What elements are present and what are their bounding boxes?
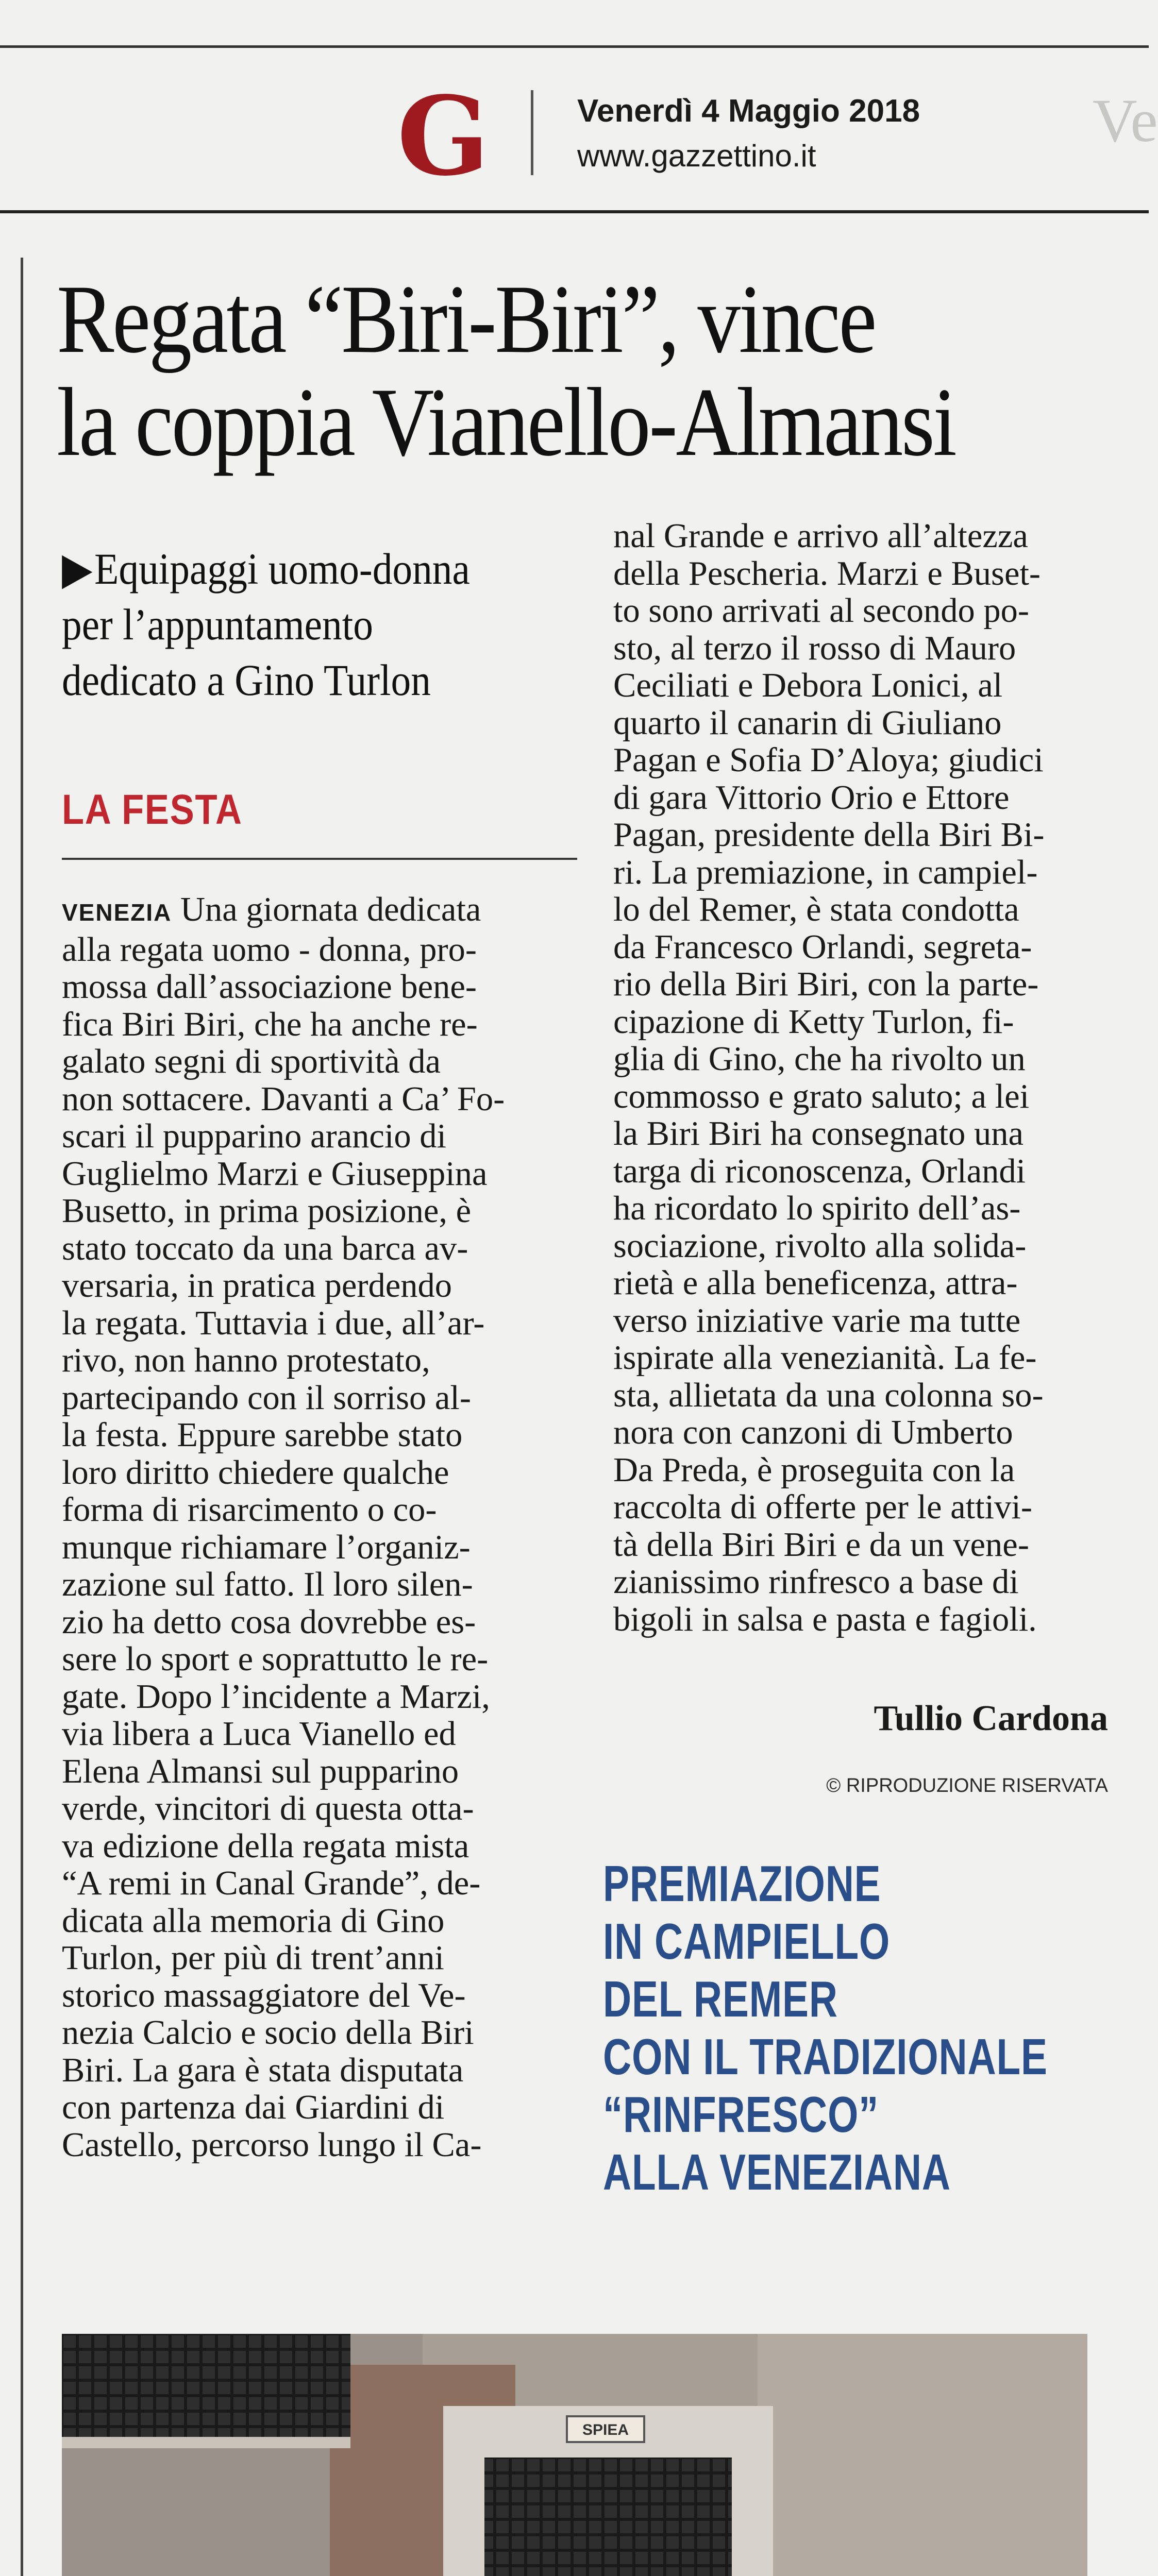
deck-line: per l’appuntamento bbox=[62, 600, 373, 649]
website-url[interactable]: www.gazzettino.it bbox=[577, 139, 816, 173]
body-line: Pagan e Sofia D’Aloya; giudici bbox=[613, 741, 1044, 779]
body-line: forma di risarcimento o co- bbox=[62, 1491, 437, 1529]
body-line: bigoli in salsa e pasta e fagioli. bbox=[613, 1600, 1037, 1638]
pull-quote bbox=[603, 1855, 1118, 2201]
body-line: la regata. Tuttavia i due, all’ar- bbox=[62, 1304, 485, 1342]
body-line: mossa dall’associazione bene- bbox=[62, 968, 477, 1006]
body-line: Turlon, per più di trent’anni bbox=[62, 1939, 444, 1977]
article-headline bbox=[57, 265, 1129, 477]
body-line: sto, al terzo il rosso di Mauro bbox=[613, 629, 1016, 667]
body-line: scari il pupparino arancio di bbox=[62, 1117, 447, 1155]
masthead-bottom-rule bbox=[0, 210, 1149, 213]
body-line: munque richiamare l’organiz- bbox=[62, 1528, 471, 1566]
body-column-1 bbox=[62, 891, 577, 2164]
body-line: Biri. La gara è stata disputata bbox=[62, 2051, 464, 2089]
pull-quote-line: ALLA VENEZIANA bbox=[603, 2144, 951, 2200]
body-line: verso iniziative varie ma tutte bbox=[613, 1301, 1021, 1340]
body-line: to sono arrivati al secondo po- bbox=[613, 592, 1030, 630]
body-line: Da Preda, è proseguita con la bbox=[613, 1451, 1015, 1489]
deck-line bbox=[62, 541, 553, 597]
dateline: VENEZIA bbox=[62, 899, 172, 926]
body-line: nora con canzoni di Umberto bbox=[613, 1414, 1013, 1451]
body-line: rietà e alla beneficenza, attra- bbox=[613, 1264, 1018, 1302]
body-line: raccolta di offerte per le attivi- bbox=[613, 1488, 1032, 1526]
body-line: stato toccato da una barca av- bbox=[62, 1229, 468, 1267]
body-line: partecipando con il sorriso al- bbox=[62, 1379, 472, 1417]
body-line: nal Grande e arrivo all’altezza bbox=[613, 517, 1028, 555]
body-line: con partenza dai Giardini di bbox=[62, 2089, 445, 2126]
left-column-rule bbox=[21, 258, 23, 2576]
body-line: rivo, non hanno protestato, bbox=[62, 1342, 430, 1379]
masthead-separator bbox=[531, 90, 533, 175]
body-line: fica Biri Biri, che ha anche re- bbox=[62, 1005, 478, 1043]
body-line: Ceciliati e Debora Lonici, al bbox=[613, 667, 1003, 704]
body-line: loro diritto chiedere qualche bbox=[62, 1453, 449, 1492]
triangle-arrow-icon: ▶ bbox=[62, 544, 93, 594]
body-line: quarto il canarin di Giuliano bbox=[613, 704, 1002, 742]
deck-line: dedicato a Gino Turlon bbox=[62, 655, 431, 705]
body-line: glia di Gino, che ha rivolto un bbox=[613, 1040, 1026, 1078]
deck-text: Equipaggi uomo-donna bbox=[94, 544, 470, 594]
body-line: Pagan, presidente della Biri Bi- bbox=[613, 816, 1045, 854]
body-column-2 bbox=[613, 518, 1108, 1638]
headline-line: Regata “Biri-Biri”, vince bbox=[57, 265, 876, 374]
article-deck bbox=[62, 541, 608, 708]
body-line: zazione sul fatto. Il loro silen- bbox=[62, 1566, 473, 1603]
body-line: sere lo sport e soprattutto le re- bbox=[62, 1640, 489, 1678]
body-line: verde, vincitori di questa otta- bbox=[62, 1790, 474, 1827]
body-line: dicata alla memoria di Gino bbox=[62, 1902, 445, 1940]
kicker-rule bbox=[62, 858, 577, 860]
body-line: ri. La premiazione, in campiel- bbox=[613, 853, 1038, 891]
body-line: la festa. Eppure sarebbe stato bbox=[62, 1416, 463, 1454]
award-ceremony-photo[interactable] bbox=[62, 2334, 1087, 2576]
body-line-text: Una giornata dedicata bbox=[172, 891, 481, 928]
author-byline: Tullio Cardona bbox=[874, 1699, 1108, 1738]
pull-quote-line: “RINFRESCO” bbox=[603, 2086, 879, 2143]
next-page-bleed-text: Ve bbox=[1093, 86, 1158, 155]
window-grille bbox=[62, 2334, 350, 2439]
window-sill bbox=[62, 2437, 350, 2448]
body-line: da Francesco Orlandi, segreta- bbox=[613, 928, 1032, 966]
body-line: Elena Almansi sul pupparino bbox=[62, 1752, 459, 1790]
body-line: zio ha detto cosa dovrebbe es- bbox=[62, 1603, 476, 1641]
body-line: ha ricordato lo spirito dell’as- bbox=[613, 1190, 1021, 1227]
body-line: di gara Vittorio Orio e Ettore bbox=[613, 778, 1010, 817]
kicker-label: LA FESTA bbox=[62, 786, 243, 833]
body-line: gate. Dopo l’incidente a Marzi, bbox=[62, 1677, 490, 1716]
gazzettino-logo[interactable]: G bbox=[397, 73, 490, 200]
wall-stain bbox=[758, 2334, 1087, 2576]
issue-date: Venerdì 4 Maggio 2018 bbox=[577, 93, 920, 129]
body-line: Castello, percorso lungo il Ca- bbox=[62, 2126, 482, 2164]
body-line: versaria, in pratica perdendo bbox=[62, 1267, 452, 1304]
body-line bbox=[62, 891, 577, 931]
body-line: ispirate alla venezianità. La fe- bbox=[613, 1339, 1037, 1377]
body-line: la Biri Biri ha consegnato una bbox=[613, 1115, 1023, 1153]
body-line: va edizione della regata mista bbox=[62, 1827, 469, 1865]
body-line: alla regata uomo - donna, pro- bbox=[62, 930, 477, 969]
pull-quote-line: PREMIAZIONE bbox=[603, 1855, 881, 1912]
copyright-notice: © RIPRODUZIONE RISERVATA bbox=[826, 1775, 1108, 1797]
body-line: della Pescheria. Marzi e Buset- bbox=[613, 554, 1041, 592]
pull-quote-line: CON IL TRADIZIONALE bbox=[603, 2028, 1048, 2085]
body-line: cipazione di Ketty Turlon, fi- bbox=[613, 1003, 1014, 1041]
body-line: galato segni di sportività da bbox=[62, 1043, 441, 1080]
pull-quote-line: DEL REMER bbox=[603, 1971, 838, 2027]
pull-quote-line: IN CAMPIELLO bbox=[603, 1913, 891, 1970]
body-line: Busetto, in prima posizione, è bbox=[62, 1192, 472, 1230]
section-kicker bbox=[62, 786, 272, 834]
body-column-2-lines bbox=[613, 518, 1108, 1638]
body-line: lo del Remer, è stata condotta bbox=[613, 891, 1019, 928]
body-line: tà della Biri Biri e da un vene- bbox=[613, 1526, 1029, 1564]
body-line: rio della Biri Biri, con la parte- bbox=[613, 965, 1039, 1003]
body-column-1-lines bbox=[62, 931, 577, 2164]
body-line: Guglielmo Marzi e Giuseppina bbox=[62, 1155, 488, 1193]
masthead-top-rule bbox=[0, 45, 1149, 48]
body-line: storico massaggiatore del Ve- bbox=[62, 1976, 466, 2014]
body-line: sta, allietata da una colonna so- bbox=[613, 1376, 1044, 1414]
door-plaque-text: SPIEA bbox=[582, 2421, 629, 2438]
headline-line: la coppia Vianello-Almansi bbox=[57, 368, 955, 477]
body-line: via libera a Luca Vianello ed bbox=[62, 1715, 456, 1753]
body-line: sociazione, rivolto alla solida- bbox=[613, 1227, 1027, 1265]
body-line: non sottacere. Davanti a Ca’ Fo- bbox=[62, 1080, 505, 1118]
body-line: “A remi in Canal Grande”, de- bbox=[62, 1865, 481, 1902]
body-line: nezia Calcio e socio della Biri bbox=[62, 2014, 474, 2052]
body-line: zianissimo rinfresco a base di bbox=[613, 1563, 1019, 1601]
body-line: commosso e grato saluto; a lei bbox=[613, 1077, 1030, 1115]
body-line: targa di riconoscenza, Orlandi bbox=[613, 1152, 1026, 1190]
door bbox=[484, 2458, 732, 2576]
